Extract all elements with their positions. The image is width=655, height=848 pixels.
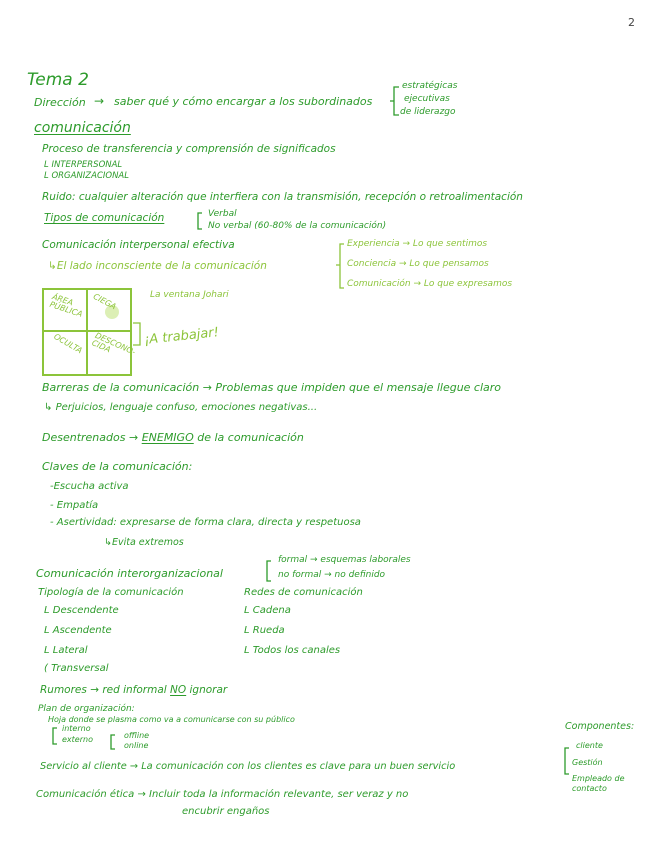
desentrenados-text: Desentrenados → ENEMIGO de la comunicación (42, 431, 304, 444)
direccion-text: saber qué y cómo encargar a los subordinados (114, 95, 373, 108)
componente-item: Empleado de contacto (572, 774, 625, 793)
bracket-icon (339, 243, 345, 289)
tipo-item: Verbal (208, 209, 237, 219)
plan-heading: Plan de organización: (38, 704, 135, 714)
componente-item: Gestión (572, 758, 603, 767)
direccion-option: de liderazgo (400, 107, 456, 117)
tipologia-item: ( Transversal (44, 663, 109, 674)
servicio-text: Servicio al cliente → La comunicación con los clientes es clave para un buen servicio (40, 761, 456, 772)
componentes-heading: Componentes: (565, 721, 635, 732)
page-number: 2 (628, 16, 635, 29)
plan-line: Hoja donde se plasma como va a comunicarse con su público (48, 715, 295, 724)
direccion-option: estratégicas (402, 81, 458, 91)
direccion-label: Dirección (34, 96, 86, 109)
plan-canal: online (124, 741, 149, 750)
johari-cell: DESCONO-CIDA (90, 330, 137, 357)
efectiva-item: Conciencia → Lo que pensamos (347, 259, 489, 269)
bracket-icon (266, 560, 272, 582)
efectiva-item: Experiencia → Lo que sentimos (347, 239, 488, 249)
redes-heading: Redes de comunicación (244, 587, 363, 598)
bracket-icon (392, 86, 400, 116)
interpersonal-text: Comunicación interpersonal efectiva (42, 239, 235, 251)
johari-exclaim: ¡A trabajar! (143, 325, 220, 348)
claves-item: - Empatía (50, 500, 99, 511)
bracket-icon (197, 212, 203, 230)
rumores-text: Rumores → red informal NO ignorar (40, 684, 228, 696)
tipologia-heading: Tipología de la comunicación (38, 587, 184, 598)
barreras-sub: ↳ Perjuicios, lenguaje confuso, emociones negativas... (44, 402, 318, 413)
johari-title: La ventana Johari (150, 290, 229, 300)
claves-item: - Asertividad: expresarse de forma clara, directa y respetuosa (50, 517, 361, 528)
tipo-level: L INTERPERSONAL (44, 160, 123, 170)
interorg-type: no formal → no definido (278, 570, 386, 580)
etica-line: encubrir engaños (182, 806, 270, 817)
page-title: Tema 2 (27, 70, 89, 90)
ruido-text: Ruido: cualquier alteración que interfiera con la transmisión, recepción o retroalimentación (42, 191, 523, 203)
tipo-level: L ORGANIZACIONAL (44, 171, 129, 181)
bracket-icon (110, 734, 116, 750)
componente-item: cliente (576, 741, 603, 750)
interorg-type: formal → esquemas laborales (278, 555, 411, 565)
efectiva-item: Comunicación → Lo que expresamos (347, 279, 513, 289)
plan-type: interno (62, 724, 91, 733)
johari-cell: CIEGA (91, 291, 118, 312)
johari-cell: OCULTA (52, 331, 84, 356)
tipo-item: No verbal (60-80% de la comunicación) (208, 221, 387, 231)
redes-item: L Todos los canales (244, 645, 341, 656)
redes-item: L Rueda (244, 625, 285, 636)
claves-item: -Escucha activa (50, 481, 129, 492)
claves-sub: ↳Evita extremos (104, 537, 184, 548)
tipologia-item: L Ascendente (44, 625, 112, 636)
direccion-option: ejecutivas (404, 94, 450, 104)
arrow-icon: → (94, 94, 105, 108)
johari-cell: ÁREA PÚBLICA (48, 292, 84, 320)
section-heading: comunicación (34, 120, 131, 136)
redes-item: L Cadena (244, 605, 291, 616)
bracket-icon (564, 747, 570, 775)
etica-line: Comunicación ética → Incluir toda la información relevante, ser veraz y no (36, 789, 409, 800)
barreras-text: Barreras de la comunicación → Problemas que impiden que el mensaje llegue claro (42, 381, 502, 394)
interorg-label: Comunicación interorganizacional (36, 567, 223, 580)
bracket-icon (52, 727, 58, 745)
tipos-label: Tipos de comunicación (44, 212, 165, 224)
tipologia-item: L Descendente (44, 605, 119, 616)
bracket-icon (132, 322, 142, 346)
plan-type: externo (62, 735, 93, 744)
claves-heading: Claves de la comunicación: (42, 460, 193, 473)
tipologia-item: L Lateral (44, 645, 88, 656)
lado-text: ↳El lado inconsciente de la comunicación (48, 260, 267, 272)
plan-canal: offline (124, 731, 150, 740)
proceso-text: Proceso de transferencia y comprensión de significados (42, 143, 336, 155)
